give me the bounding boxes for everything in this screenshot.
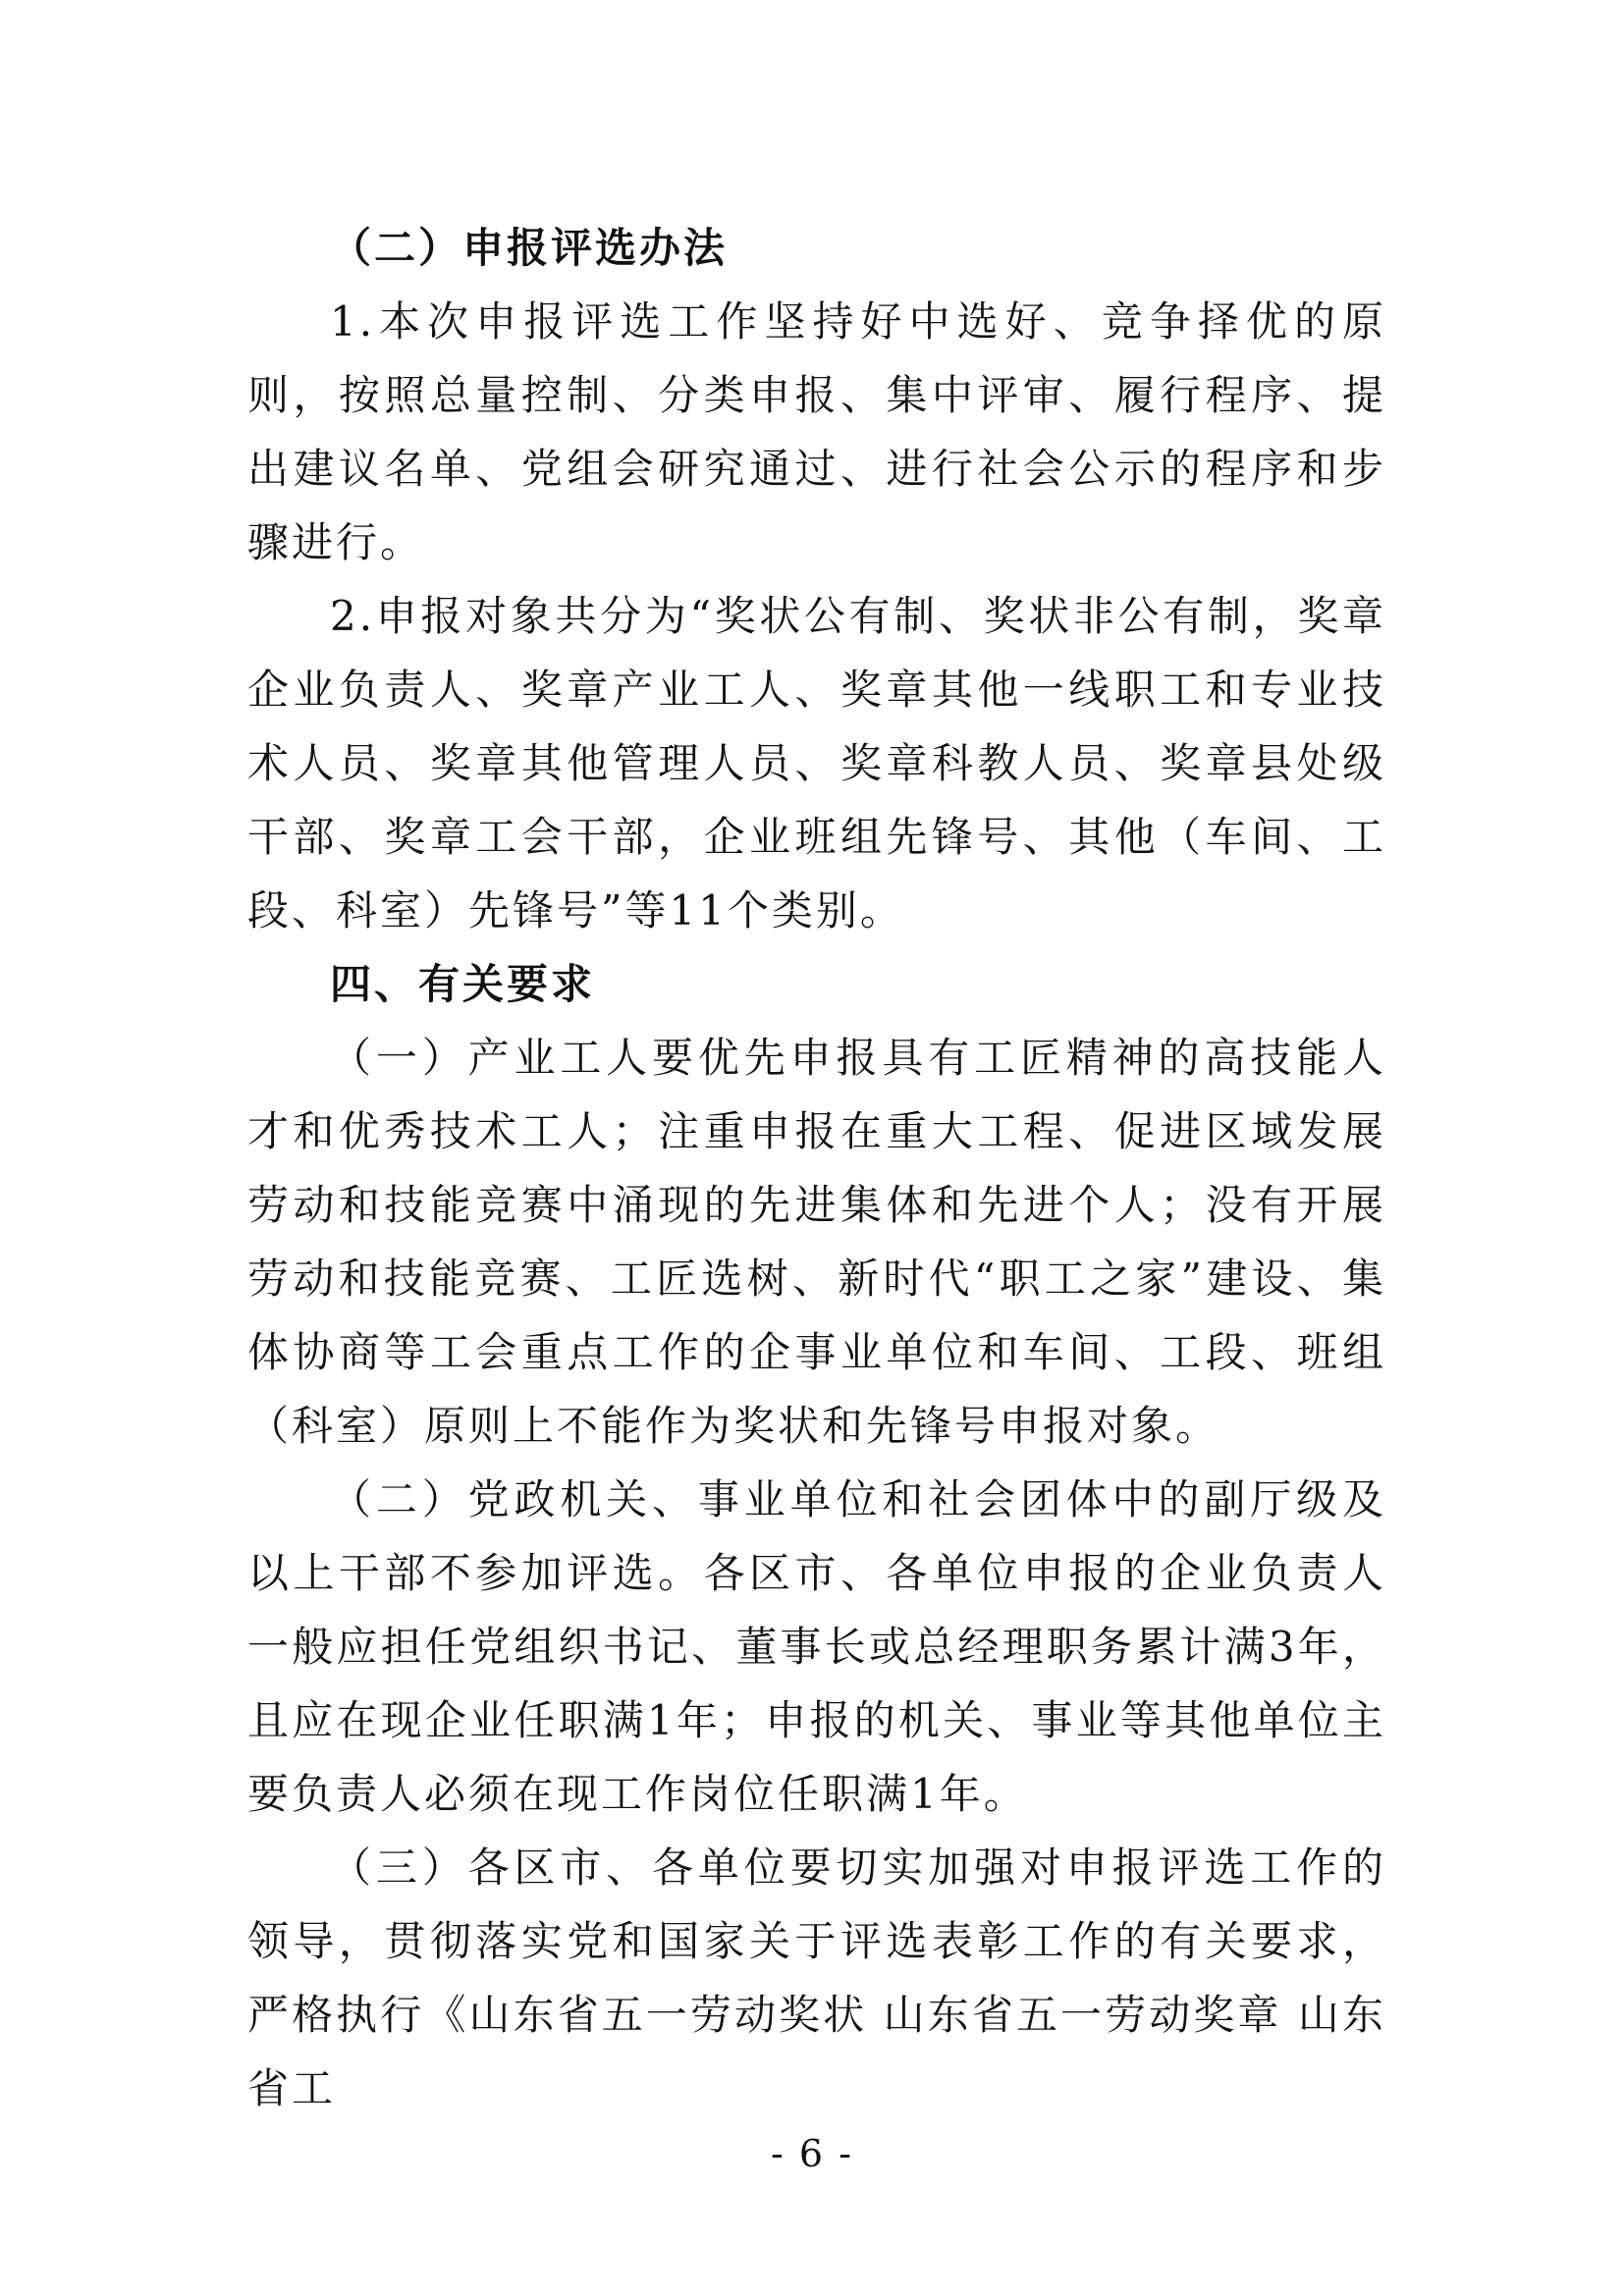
paragraph-requirement-1: （一）产业工人要优先申报具有工匠精神的高技能人才和优秀技术工人；注重申报在重大工程、促进区域发展劳动和技能竞赛中涌现的先进集体和先进个人；没有开展劳动和技能竞赛、工匠选树、新时代“职工之家”建设、集体协商等工会重点工作的企事业单位和车间、工段、班组（科室）原则上不能作为奖状和先锋号申报对象。: [247, 1034, 1386, 1450]
document-body: [247, 211, 1386, 2125]
section-heading-evaluation-method: （二）申报评选办法: [330, 224, 729, 272]
paragraph-method-item-1: 1.本次申报评选工作坚持好中选好、竞争择优的原则，按照总量控制、分类申报、集中评审、履行程序、提出建议名单、党组会研究通过、进行社会公示的程序和步骤进行。: [247, 297, 1386, 566]
paragraph-requirement-2: （二）党政机关、事业单位和社会团体中的副厅级及以上干部不参加评选。各区市、各单位申报的企业负责人一般应担任党组织书记、董事长或总经理职务累计满3年，且应在现企业任职满1年；申报的机关、事业等其他单位主要负责人必须在现工作岗位任职满1年。: [247, 1475, 1386, 1818]
paragraph-method-item-2: 2.申报对象共分为“奖状公有制、奖状非公有制，奖章企业负责人、奖章产业工人、奖章其他一线职工和专业技术人员、奖章其他管理人员、奖章科教人员、奖章县处级干部、奖章工会干部，企业班组先锋号、其他（车间、工段、科室）先锋号”等11个类别。: [247, 592, 1386, 934]
section-heading-requirements: 四、有关要求: [330, 960, 596, 1008]
page-number: - 6 -: [770, 2132, 853, 2175]
paragraph-requirement-3: （三）各区市、各单位要切实加强对申报评选工作的领导，贯彻落实党和国家关于评选表彰工作的有关要求，严格执行《山东省五一劳动奖状 山东省五一劳动奖章 山东省工: [247, 1843, 1386, 2112]
